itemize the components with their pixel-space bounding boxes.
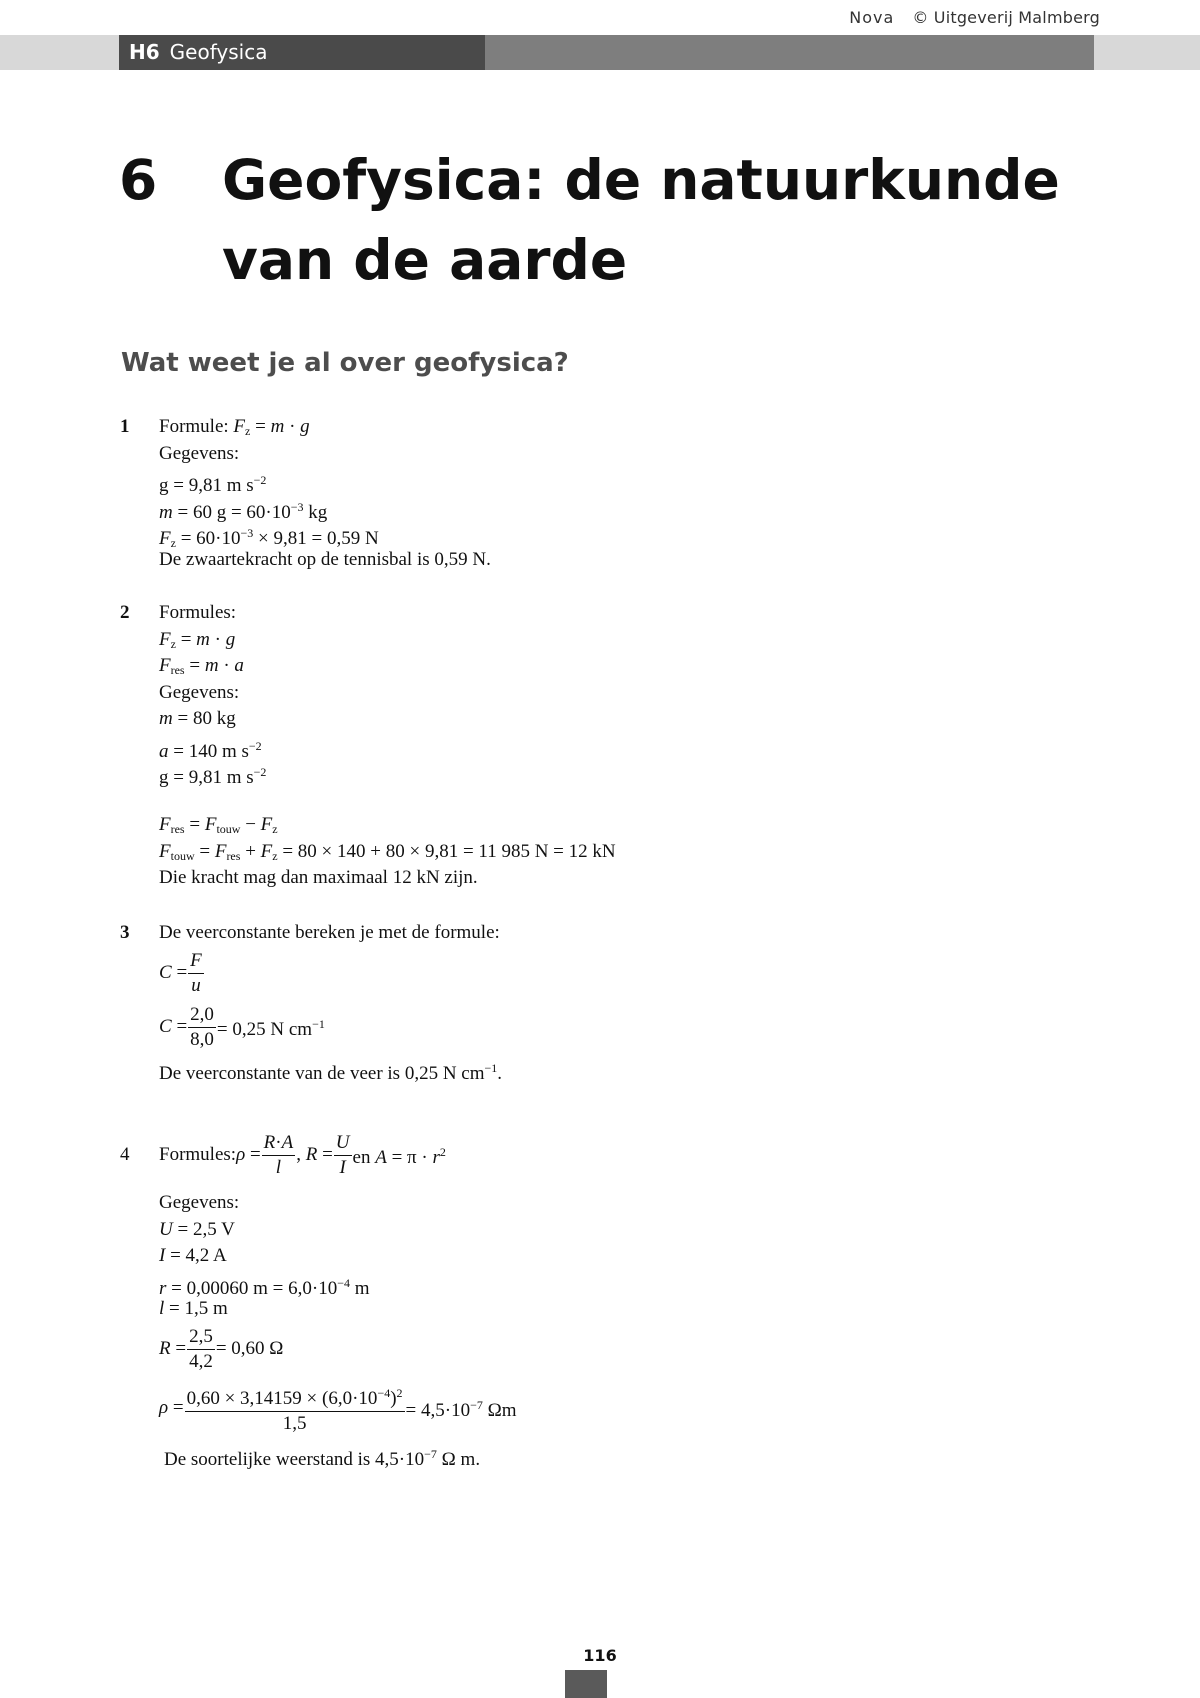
given-line: U = 2,5 V: [159, 1218, 235, 1240]
given-line: r = 0,00060 $m = 6,0\cdot 10^{-4}$ m: [159, 1275, 370, 1299]
page-marker: [565, 1670, 607, 1698]
chapter-number: 6: [119, 148, 158, 212]
calc-line: $F_{touw} = F_{res} + F_z = 80 \times 140 + 80 \times 9,81 = 11$ 985 N = 12 kN: [159, 840, 616, 863]
chapter-tab: [119, 35, 485, 70]
calc-line: ρ = $\frac{0,60 \times 3,14159 \times (6,0\cdot 10^{-4})^2}{1,5}$ = $4,5\cdot 10^{-7}$ Ωm: [159, 1377, 517, 1441]
calc-line: $F_z = 60\cdot 10^{-3} \times 9,81 = 0,59$ N: [159, 526, 379, 550]
question-number: 3: [120, 922, 130, 943]
formula-line: $F_{res} = m \cdot a$: [159, 655, 244, 677]
given-line: m = 60 $g = 60\cdot 10^{-3}$ kg: [159, 499, 328, 523]
given-label: Gegevens:: [159, 1192, 240, 1213]
conclusion: Die kracht mag dan maximaal 12 kN zijn.: [159, 867, 478, 888]
given-line: l = 1,5 m: [159, 1298, 228, 1319]
calc-line: R = $\frac{2,5}{4,2}$ = 0,60 Ω: [159, 1326, 284, 1372]
given-label: Gegevens:: [159, 442, 240, 464]
question-number: 2: [120, 602, 130, 623]
chapter-title: Geofysica: de natuurkunde van de aarde: [222, 148, 1060, 292]
given-line: a = 140 m $s^{-2}$: [159, 738, 262, 762]
conclusion: De veerconstante van de veer is 0,25 N $cm^{-1}$.: [159, 1060, 503, 1084]
publisher-name: © Uitgeverij Malmberg: [912, 8, 1100, 27]
given-line: g = 9,81 m $s^{-2}$: [159, 473, 267, 496]
calc-line: C = $\frac{2,0}{8,0}$ = 0,25 N $cm^{-1}$: [159, 1004, 325, 1050]
section-title: Wat weet je al over geofysica?: [121, 348, 569, 378]
given-line: m = 80 kg: [159, 708, 236, 729]
conclusion: De soortelijke weerstand is $4,5\cdot 10^{-7}$ Ω m.: [164, 1446, 481, 1470]
question-number: 4: [120, 1144, 130, 1165]
given-line: g = 9,81 m $s^{-2}$: [159, 765, 267, 788]
given-line: I = 4,2 A: [159, 1245, 227, 1266]
given-label: Gegevens:: [159, 681, 240, 703]
calc-line: $F_{res} = F_{touw} - F_z$: [159, 814, 278, 836]
conclusion: De zwaartekracht op de tennisbal is 0,59 N.: [159, 548, 491, 570]
running-header: [849, 8, 1100, 27]
formula-line: Formule: $F_z = m \cdot g$: [159, 416, 310, 438]
page-number: 116: [583, 1646, 617, 1665]
question-number: 1: [120, 416, 130, 437]
formula-label: Formules:: [159, 602, 237, 623]
formula-line: C = $\frac{F}{u}$: [159, 950, 202, 996]
formula-line: Formules: ρ = $\frac{R\cdot A}{l}$ , R = $\frac{U}{I}$ en $A = \pi \cdot r^2$: [159, 1131, 446, 1178]
chapter-name: Geofysica: [169, 40, 268, 64]
chapter-code: H6: [129, 40, 160, 64]
intro-line: De veerconstante bereken je met de formule:: [159, 922, 500, 943]
brand-name: Nova: [849, 8, 895, 27]
formula-line: $F_z = m \cdot g$: [159, 628, 236, 651]
